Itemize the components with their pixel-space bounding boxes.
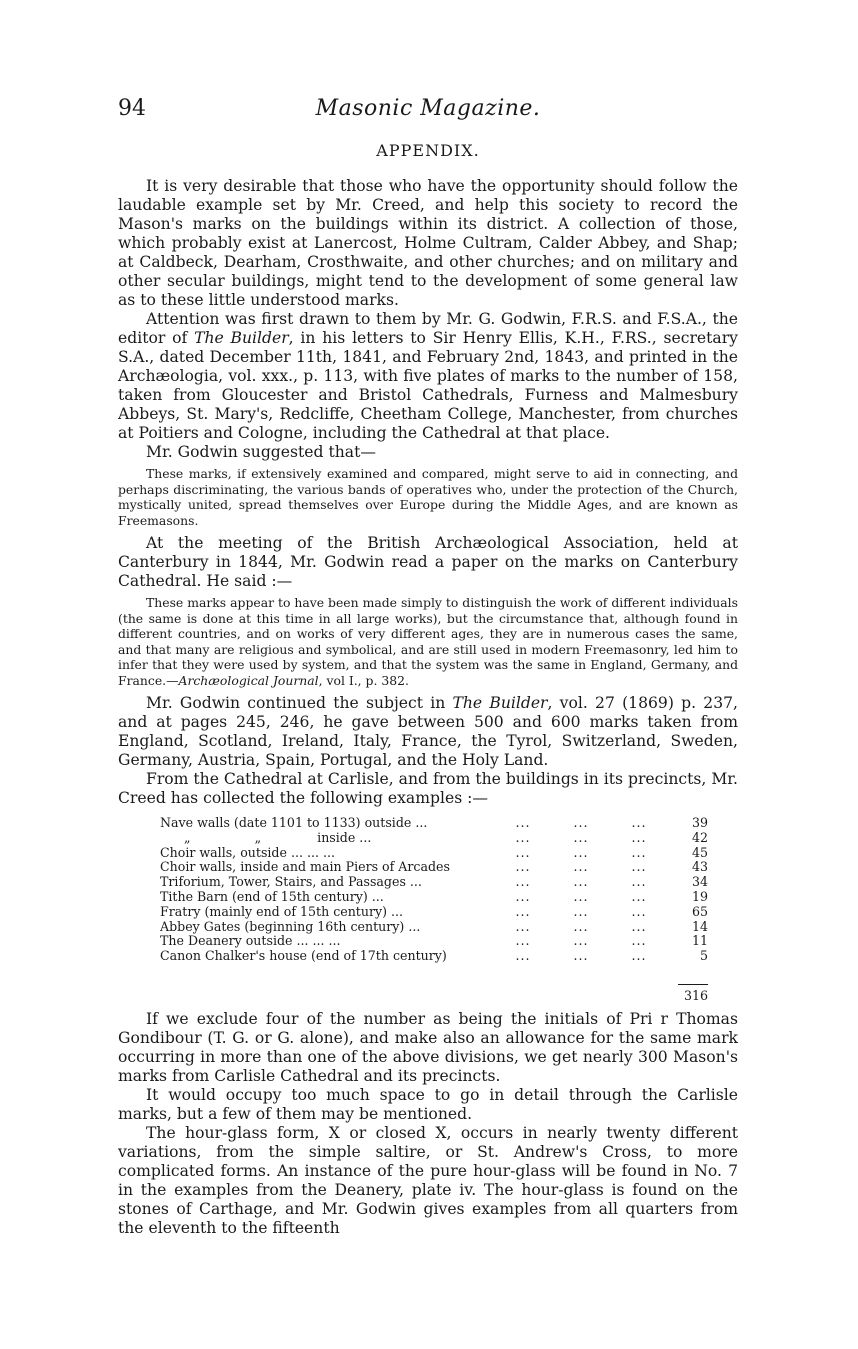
leader-dots: ... — [573, 874, 589, 890]
leader-dots: ... — [631, 874, 647, 890]
row-description: Choir walls, outside ... ... ... — [160, 844, 335, 860]
paragraph-4: At the meeting of the British Archæological Association, held at Canterbury in 1844, Mr. Godwin read a paper on the marks on Canterbury Cathedral. He said :— — [118, 534, 738, 590]
quotation-2 — [118, 595, 738, 688]
paragraph-2-text-b: , in his letters to Sir Henry Ellis, K.H., F.RS., secretary S.A., dated December 11th, 1841, and February 2nd, 1843, and printed in the Archæologia, vol. xxx., p. 113, with five plates of marks to the number of 158, taken from Gloucester and Bristol Cathedrals, Furness and Malmesbury Abbeys, St. Mary's, Redcliffe, Cheetham College, Manchester, from churches at Poitiers and Cologne, including the Cathedral at that place. — [118, 329, 738, 442]
row-description: Triforium, Tower, Stairs, and Passages ... — [160, 874, 422, 890]
table-row — [160, 920, 708, 935]
quotation-1: These marks, if extensively examined and compared, might serve to aid in connecting, and perhaps discriminating, the various bands of operatives who, under the protection of the Church, mystically united, spread themselves over Europe during the Middle Ages, and are known as Freemasons. — [118, 466, 738, 528]
leader-dots: ... — [515, 948, 531, 964]
paragraph-8: It would occupy too much space to go in detail through the Carlisle marks, but a few of them may be mentioned. — [118, 1085, 738, 1123]
table-row — [160, 816, 708, 831]
total-cell — [668, 964, 708, 1004]
leader-dots: ... — [515, 874, 531, 890]
leader-dots: ... — [631, 844, 647, 860]
paragraph-5-text-a: Mr. Godwin continued the subject in — [146, 694, 453, 712]
leader-dots: ... — [573, 829, 589, 845]
leader-dots: ... — [515, 918, 531, 934]
row-count: 19 — [691, 888, 708, 904]
row-count: 39 — [691, 815, 708, 830]
leader-dots: ... — [631, 829, 647, 845]
row-count: 43 — [691, 859, 708, 875]
leader-dots: ... — [631, 948, 647, 964]
row-count: 5 — [699, 948, 708, 964]
row-count: 65 — [691, 903, 708, 919]
leader-dots: ... — [573, 903, 589, 919]
leader-dots: ... — [631, 918, 647, 934]
article-body — [118, 177, 738, 1238]
paragraph-5-text-b: , vol. 27 (1869) p. 237, and at pages 245, 246, he gave between 500 and 600 marks taken from England, Scotland, Ireland, Italy, France, the Tyrol, Switzerland, Sweden, Germany, Austria, Spain, Portugal, and the Holy Land. — [118, 694, 738, 769]
leader-dots: ... — [573, 918, 589, 934]
paragraph-7: If we exclude four of the number as being the initials of Pri r Thomas Gondibour (T. G. or G. alone), and make also an allowance for the same mark occurring in more than one of the above divisions, we get nearly 300 Mason's marks from Carlisle Cathedral and its precincts. — [118, 1009, 738, 1085]
row-count: 11 — [691, 933, 708, 949]
total-spacer — [610, 964, 668, 1004]
paragraph-2 — [118, 310, 738, 443]
paragraph-5 — [118, 694, 738, 770]
row-description: Tithe Barn (end of 15th century) ... — [160, 888, 384, 904]
running-title: Masonic Magazine. — [315, 96, 541, 121]
paragraph-5-title: The Builder — [452, 694, 548, 712]
leader-dots: ... — [631, 933, 647, 949]
marks-table — [160, 816, 708, 1004]
table-row — [160, 875, 708, 890]
paragraph-3: Mr. Godwin suggested that— — [146, 443, 376, 461]
row-description: Abbey Gates (beginning 16th century) ... — [160, 918, 421, 934]
leader-dots: ... — [573, 859, 589, 875]
leader-dots: ... — [573, 888, 589, 904]
leader-dots: ... — [631, 903, 647, 919]
total-spacer — [160, 964, 494, 1004]
paragraph-6: From the Cathedral at Carlisle, and from the buildings in its precincts, Mr. Creed has collected the following examples :— — [118, 770, 738, 807]
page-number: 94 — [118, 96, 146, 121]
leader-dots: ... — [631, 859, 647, 875]
row-description: Choir walls, inside and main Piers of Arcades — [160, 859, 450, 875]
quotation-2-text-b: , vol I., p. 382. — [318, 672, 409, 688]
leader-dots: ... — [573, 933, 589, 949]
row-count: 34 — [691, 874, 708, 890]
row-count: 14 — [691, 918, 708, 934]
table-row — [160, 890, 708, 905]
table-row — [160, 949, 708, 964]
leader-dots: ... — [515, 888, 531, 904]
leader-dots: ... — [573, 844, 589, 860]
paragraph-2-text-a: Attention was first drawn to them by Mr. G. Godwin, F.R.S. and F.S.A., the editor of — [118, 310, 738, 347]
leader-dots: ... — [515, 933, 531, 949]
leader-dots: ... — [515, 815, 531, 830]
leader-dots: ... — [515, 829, 531, 845]
section-heading: APPENDIX. — [376, 141, 480, 160]
total-row — [160, 964, 708, 1004]
table-row — [160, 860, 708, 875]
quotation-2-source: Archæological Journal — [178, 672, 319, 688]
total-spacer — [494, 964, 552, 1004]
total-rule — [678, 984, 708, 985]
paragraph-1: It is very desirable that those who have the opportunity should follow the laudable example set by Mr. Creed, and help this society to record the Mason's marks on the buildings within its district. A collection of those, which probably exist at Lanercost, Holme Cultram, Calder Abbey, and Shap; at Caldbeck, Dearham, Crosthwaite, and other churches; and on military and other secular buildings, might tend to the development of some general law as to these little understood marks. — [118, 177, 738, 309]
page-header — [118, 96, 738, 126]
table-row — [160, 905, 708, 920]
total-count: 316 — [683, 987, 708, 1003]
table-row — [160, 831, 708, 846]
row-description: Fratry (mainly end of 15th century) ... — [160, 903, 404, 919]
leader-dots: ... — [631, 815, 647, 830]
row-description: „ „ inside ... — [160, 829, 372, 845]
table-row — [160, 846, 708, 861]
leader-dots: ... — [573, 948, 589, 964]
paragraph-9: The hour-glass form, X or closed X, occurs in nearly twenty different variations, from the simple saltire, or St. Andrew's Cross, to more complicated forms. An instance of the pure hour-glass will be found in No. 7 in the examples from the Deanery, plate iv. The hour-glass is found on the stones of Carthage, and Mr. Godwin gives examples from all quarters from the eleventh to the fifteenth — [118, 1123, 738, 1237]
quotation-2-text-a: These marks appear to have been made simply to distinguish the work of different individuals (the same is done at this time in all large works), but the circumstance that, although found in different countries, and on works of very different ages, they are in numerous cases the same, and that many are religious and symbolical, and are still used in modern Freemasonry, led him to infer that they were used by system, and that the system was the same in England, Germany, and France.— — [118, 595, 738, 688]
row-description: The Deanery outside ... ... ... — [160, 933, 341, 949]
row-count: 42 — [691, 829, 708, 845]
row-count: 45 — [691, 844, 708, 860]
paragraph-2-title: The Builder — [194, 329, 289, 347]
table-row — [160, 934, 708, 949]
total-spacer — [552, 964, 610, 1004]
row-description: Nave walls (date 1101 to 1133) outside ... — [160, 815, 428, 830]
leader-dots: ... — [573, 815, 589, 830]
leader-dots: ... — [515, 844, 531, 860]
leader-dots: ... — [515, 859, 531, 875]
leader-dots: ... — [515, 903, 531, 919]
leader-dots: ... — [631, 888, 647, 904]
row-description: Canon Chalker's house (end of 17th century) — [160, 948, 447, 964]
